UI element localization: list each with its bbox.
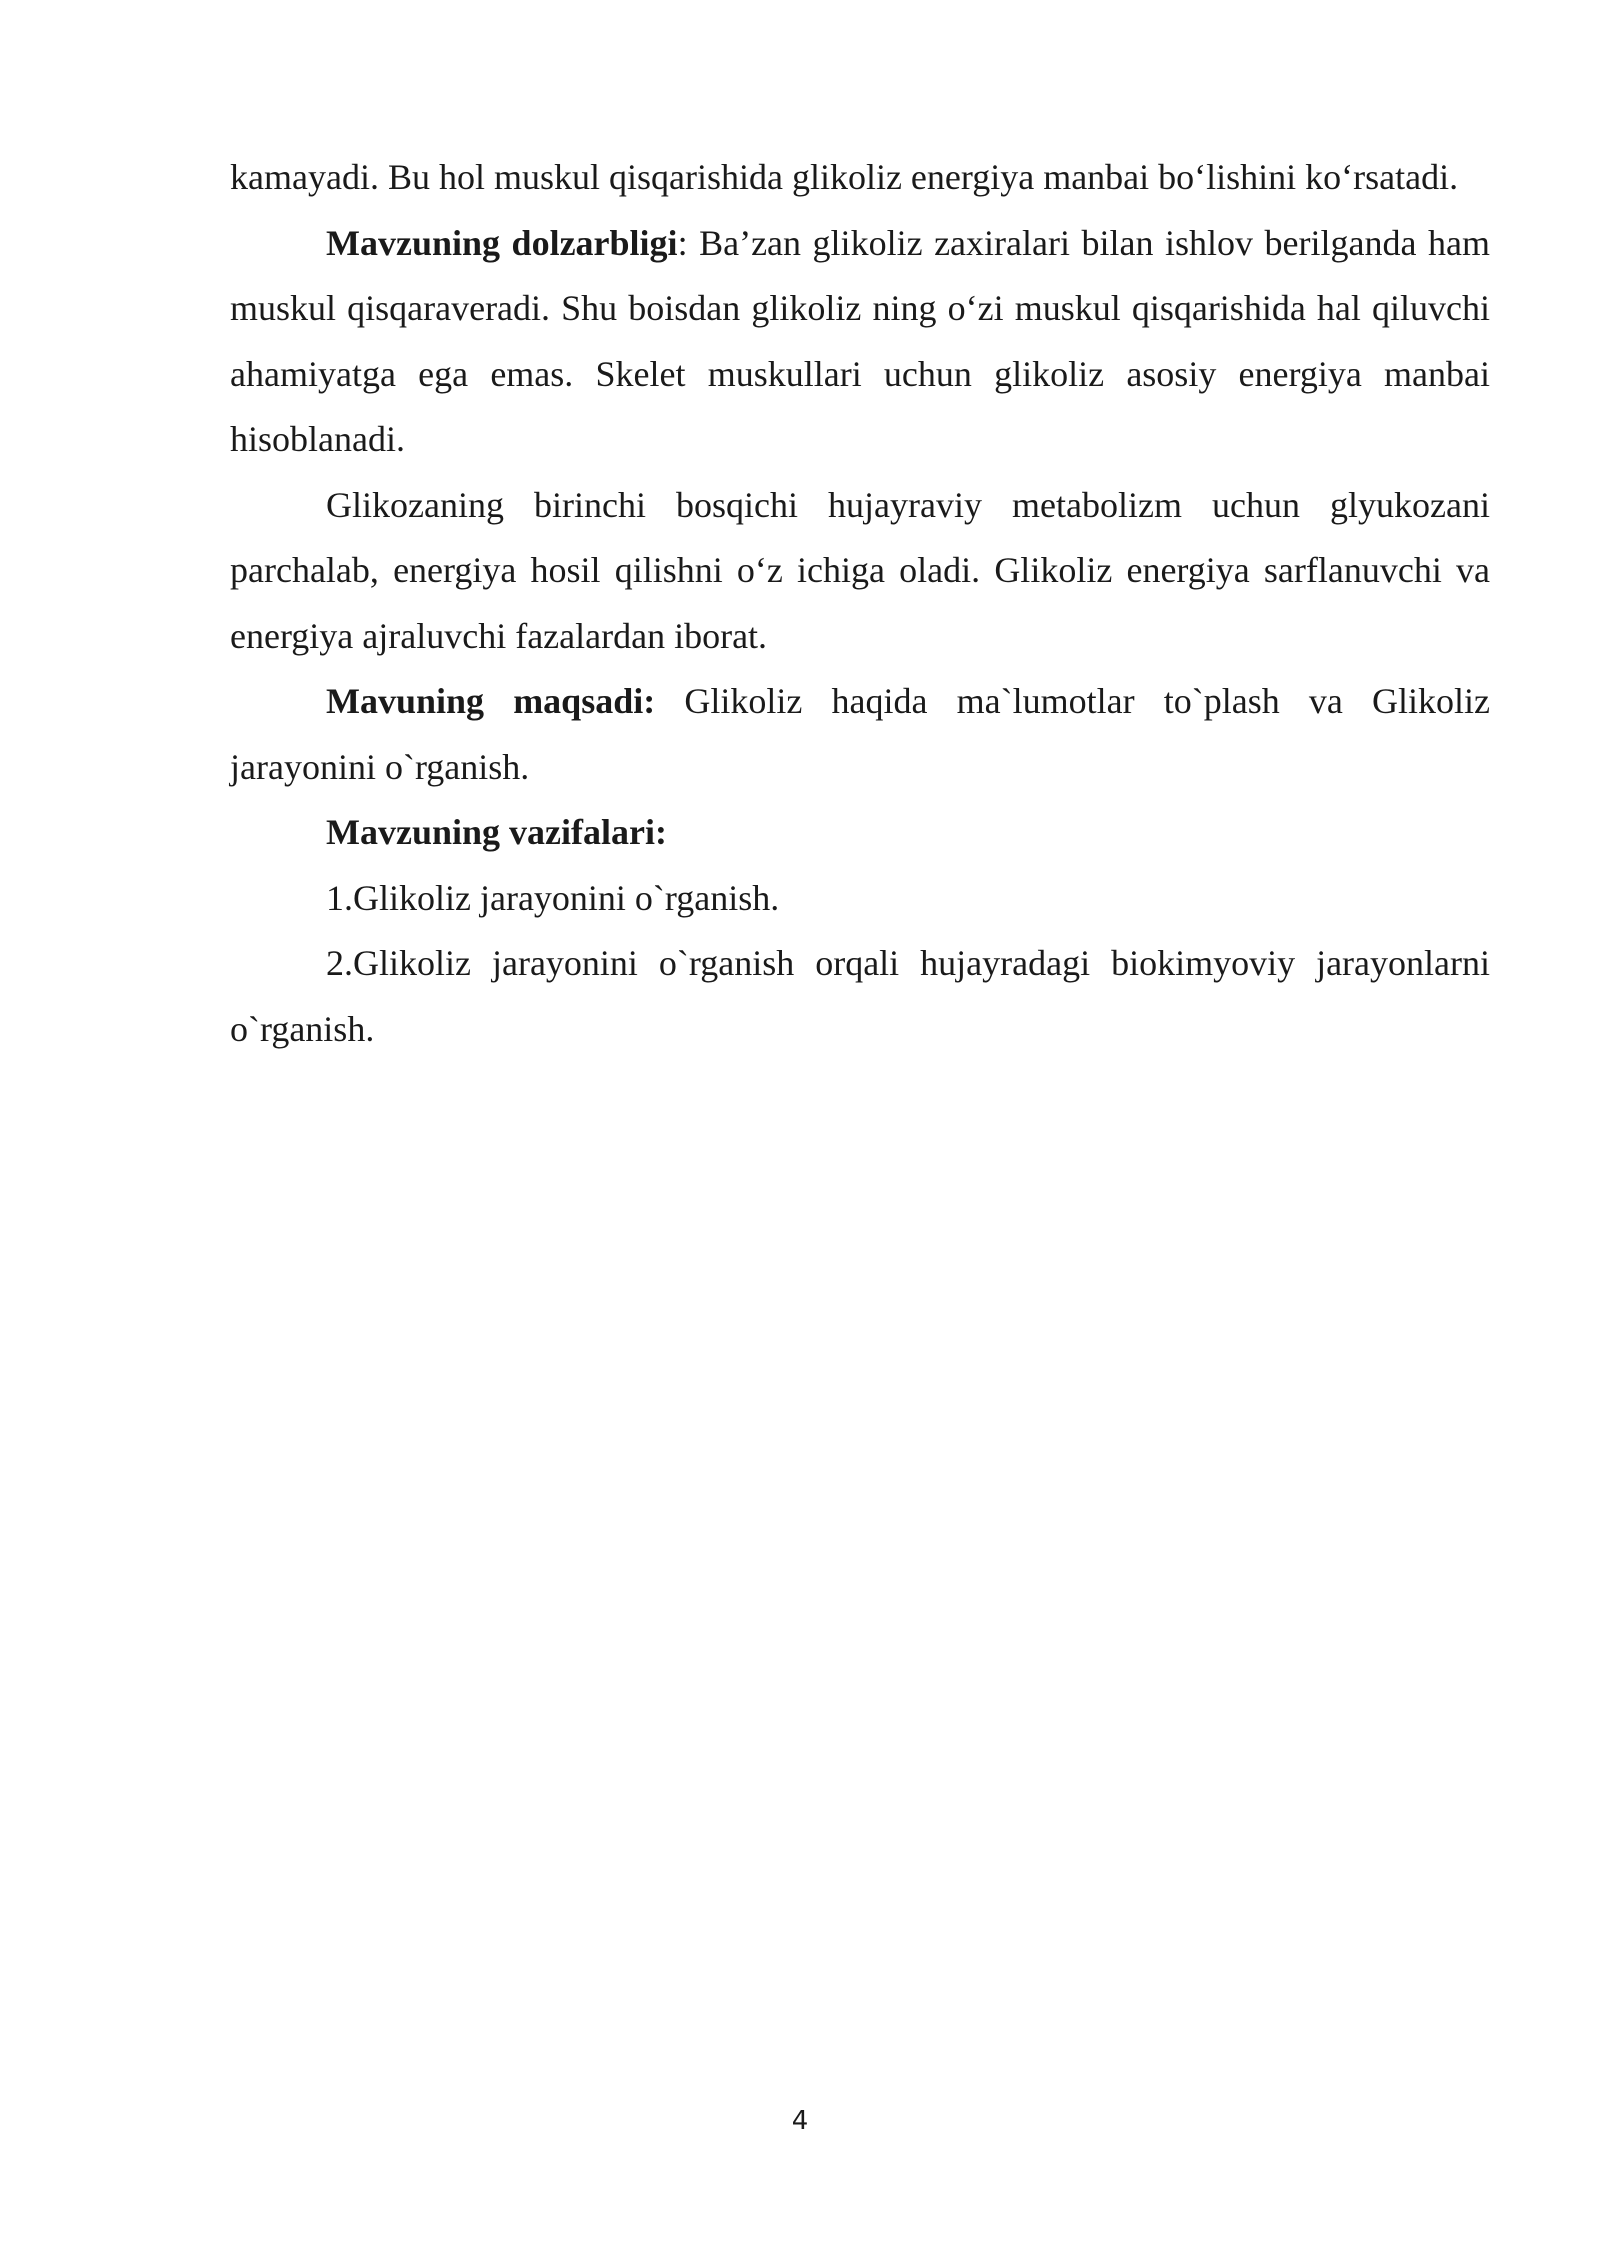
task-item-1 [230, 866, 1490, 932]
paragraph-text: Glikoliz haqida ma`lumotlar to`plash va Glikoliz jarayonini o`rganish. [230, 681, 1490, 787]
paragraph-relevance [230, 211, 1490, 473]
paragraph-text: 2.Glikoliz jarayonini o`rganish orqali hujayradagi biokimyoviy jarayonlarni o`rganish. [230, 943, 1490, 1049]
page-body [230, 145, 1490, 1062]
paragraph-heading-tasks: Mavzuning vazifalari: [326, 812, 667, 852]
task-item-2 [230, 931, 1490, 1062]
page-number: 4 [791, 2106, 809, 2136]
paragraph-heading-relevance: Mavzuning dolzarbligi [326, 222, 678, 263]
paragraph-text: kamayadi. Bu hol muskul qisqarishida glikoliz energiya manbai bo‘lishini ko‘rsatadi. [230, 157, 1459, 197]
paragraph-goal [230, 669, 1490, 800]
paragraph-text: 1.Glikoliz jarayonini o`rganish. [326, 877, 780, 918]
paragraph-text: : Ba’zan glikoliz zaxiralari bilan ishlov berilganda ham muskul qisqaraveradi. Shu boisdan glikoliz ning o‘zi muskul qisqarishida hal qiluvchi ahamiyatga ega emas. Skelet muskullari uchun glikoliz asosiy energiya manbai hisoblanadi. [230, 222, 1490, 459]
paragraph-text: Glikozaning birinchi bosqichi hujayraviy metabolizm uchun glyukozani parchalab, energiya hosil qilishni o‘z ichiga oladi. Glikoliz energiya sarflanuvchi va energiya ajraluvchi fazalardan iborat. [230, 484, 1490, 656]
paragraph-heading-goal: Mavuning maqsadi: [326, 681, 656, 721]
paragraph-glycolysis-stage [230, 473, 1490, 670]
paragraph-continuation [230, 145, 1490, 211]
paragraph-tasks-heading [230, 800, 1490, 866]
